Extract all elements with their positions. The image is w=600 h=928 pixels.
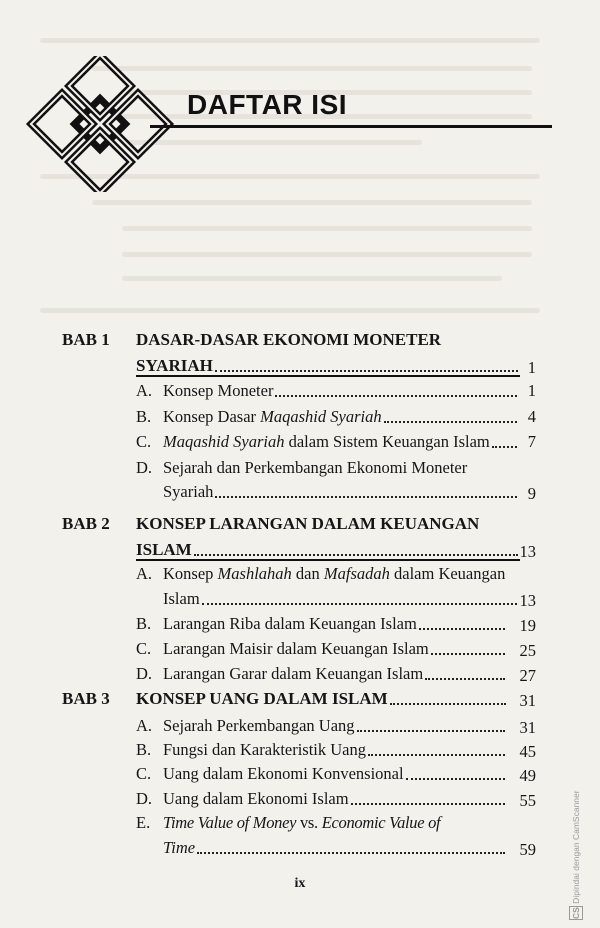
page-number: 49 <box>519 766 536 785</box>
endless-knot-icon <box>20 56 180 192</box>
chapter-underline <box>136 559 520 561</box>
item-letter: A. <box>136 564 153 583</box>
chapter-title[interactable]: KONSEP UANG DALAM ISLAM <box>136 689 508 709</box>
title-underline <box>150 125 552 128</box>
item-letter: A. <box>136 716 153 735</box>
toc-entry-continuation[interactable]: Syariah <box>163 482 519 502</box>
toc-entry-continuation[interactable]: Islam <box>163 589 519 609</box>
page-number: 13 <box>519 542 536 561</box>
page-number: 25 <box>519 641 536 660</box>
page-number: 27 <box>519 666 536 685</box>
item-letter: B. <box>136 614 152 633</box>
toc-entry-continuation[interactable]: Time <box>163 838 507 858</box>
item-letter: C. <box>136 639 152 658</box>
item-letter: C. <box>136 432 152 451</box>
toc-entry[interactable]: Larangan Riba dalam Keuangan Islam <box>163 614 507 634</box>
toc-entry[interactable]: Uang dalam Ekonomi Islam <box>163 789 507 809</box>
item-letter: B. <box>136 740 152 759</box>
page-number: 59 <box>519 840 536 859</box>
page-number: 45 <box>519 742 536 761</box>
chapter-title: DASAR-DASAR EKONOMI MONETER <box>136 330 442 349</box>
toc-entry[interactable]: Konsep Dasar Maqashid Syariah <box>163 407 519 427</box>
scanner-badge-icon: CS <box>571 907 581 919</box>
chapter-title: KONSEP LARANGAN DALAM KEUANGAN <box>136 514 480 533</box>
scanner-watermark <box>571 770 591 920</box>
chapter-number: BAB 3 <box>62 689 110 708</box>
toc-entry[interactable]: Larangan Garar dalam Keuangan Islam <box>163 664 507 684</box>
item-letter: E. <box>136 813 151 832</box>
item-letter: D. <box>136 458 153 477</box>
page-number: 31 <box>519 718 536 737</box>
toc-entry[interactable]: Uang dalam Ekonomi Konvensional <box>163 764 507 784</box>
item-letter: D. <box>136 664 153 683</box>
toc-entry[interactable]: Sejarah dan Perkembangan Ekonomi Moneter <box>163 458 468 477</box>
toc-entry[interactable]: Sejarah Perkembangan Uang <box>163 716 507 736</box>
toc-entry[interactable]: Maqashid Syariah dalam Sistem Keuangan Islam <box>163 432 519 452</box>
watermark-text: Dipindai dengan CamScanner <box>571 790 581 904</box>
page-number: 31 <box>519 691 536 710</box>
page-number: 13 <box>519 591 536 610</box>
page-number: 19 <box>519 616 536 635</box>
chapter-title-continuation[interactable]: SYARIAH <box>136 356 520 376</box>
item-letter: B. <box>136 407 152 426</box>
item-letter: D. <box>136 789 153 808</box>
chapter-number: BAB 1 <box>62 330 110 349</box>
page-title: DAFTAR ISI <box>187 89 348 120</box>
page-number: 7 <box>527 432 536 451</box>
item-letter: A. <box>136 381 153 400</box>
page-number: 55 <box>519 791 536 810</box>
toc-entry[interactable]: Konsep Moneter <box>163 381 519 401</box>
page-number: 1 <box>527 381 536 400</box>
item-letter: C. <box>136 764 152 783</box>
toc-entry[interactable]: Konsep Mashlahah dan Mafsadah dalam Keuangan <box>163 564 506 583</box>
page-number: 4 <box>527 407 536 426</box>
page-number: 1 <box>527 358 536 377</box>
toc-entry[interactable]: Larangan Maisir dalam Keuangan Islam <box>163 639 507 659</box>
toc-entry[interactable]: Fungsi dan Karakteristik Uang <box>163 740 507 760</box>
toc-entry[interactable]: Time Value of Money vs. Economic Value of <box>163 813 441 832</box>
chapter-number: BAB 2 <box>62 514 110 533</box>
chapter-title-continuation[interactable]: ISLAM <box>136 540 520 560</box>
chapter-underline <box>136 375 520 377</box>
page-number: 9 <box>527 484 536 503</box>
page-footer-number: ix <box>294 876 306 891</box>
